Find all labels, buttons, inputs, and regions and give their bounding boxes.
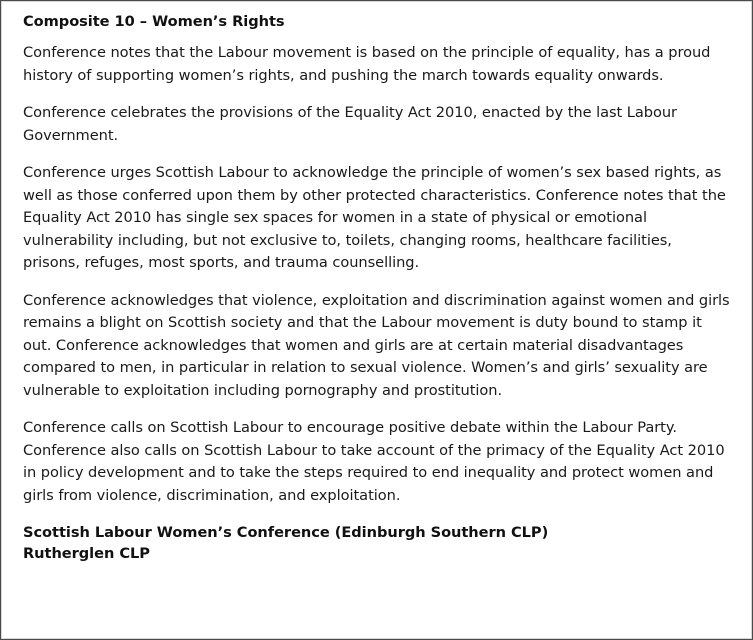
paragraph-text: Conference acknowledges that violence, exploitation and discrimination against women and girls remains a blight on Scottish society and that the Labour movement is duty bound to stamp it out. Conference acknowledges that women and girls are at certain material disadvantages compared to men, in particular in relation to sexual violence. Women’s and girls’ sexuality are vulnerable to exploitation including pornography and prostitution. bbox=[23, 291, 730, 399]
paragraph-text: Conference notes that the Equality Act 2010 has single sex spaces for women in a state of physical or emotional vulnerability including, but not exclusive to, toilets, changing rooms, healthcare facilities, prisons, refuges, most sports, and trauma counselling. bbox=[23, 186, 726, 271]
paragraph-sex-based-rights bbox=[23, 162, 731, 275]
paragraph-text: Conference celebrates the provisions of the Equality Act 2010, enacted by the last Labour Government. bbox=[23, 104, 678, 144]
paragraph-equality-act bbox=[23, 102, 731, 147]
paragraph-text: Conference notes that the Labour movement is based on the principle of equality, has a proud history of supporting women’s rights, and pushing the march towards equality onwards. bbox=[23, 44, 711, 84]
paragraph-equality-principle bbox=[23, 42, 731, 87]
paragraph-text: Conference also calls on Scottish Labour to take account of the primacy of the Equality Act 2010 in policy development and to take the steps required to end inequality and protect women and girls from violence, discrimination, and exploitation. bbox=[23, 441, 725, 504]
paragraph-calls-on bbox=[23, 417, 731, 507]
mover-name: Rutherglen CLP bbox=[23, 545, 150, 562]
paragraph-text: Conference urges Scottish Labour to acknowledge the principle of women’s sex based rights, as well as those conferred upon them by other protected characteristics. bbox=[23, 164, 722, 204]
paragraph-violence bbox=[23, 290, 731, 403]
mover-name: Scottish Labour Women’s Conference (Edinburgh Southern CLP) bbox=[23, 524, 549, 541]
document-title: Composite 10 – Women’s Rights bbox=[23, 13, 285, 30]
movers-block bbox=[23, 522, 731, 564]
paragraph-text: Conference calls on Scottish Labour to encourage positive debate within the Labour Party. bbox=[23, 419, 677, 436]
document-body bbox=[23, 11, 731, 564]
